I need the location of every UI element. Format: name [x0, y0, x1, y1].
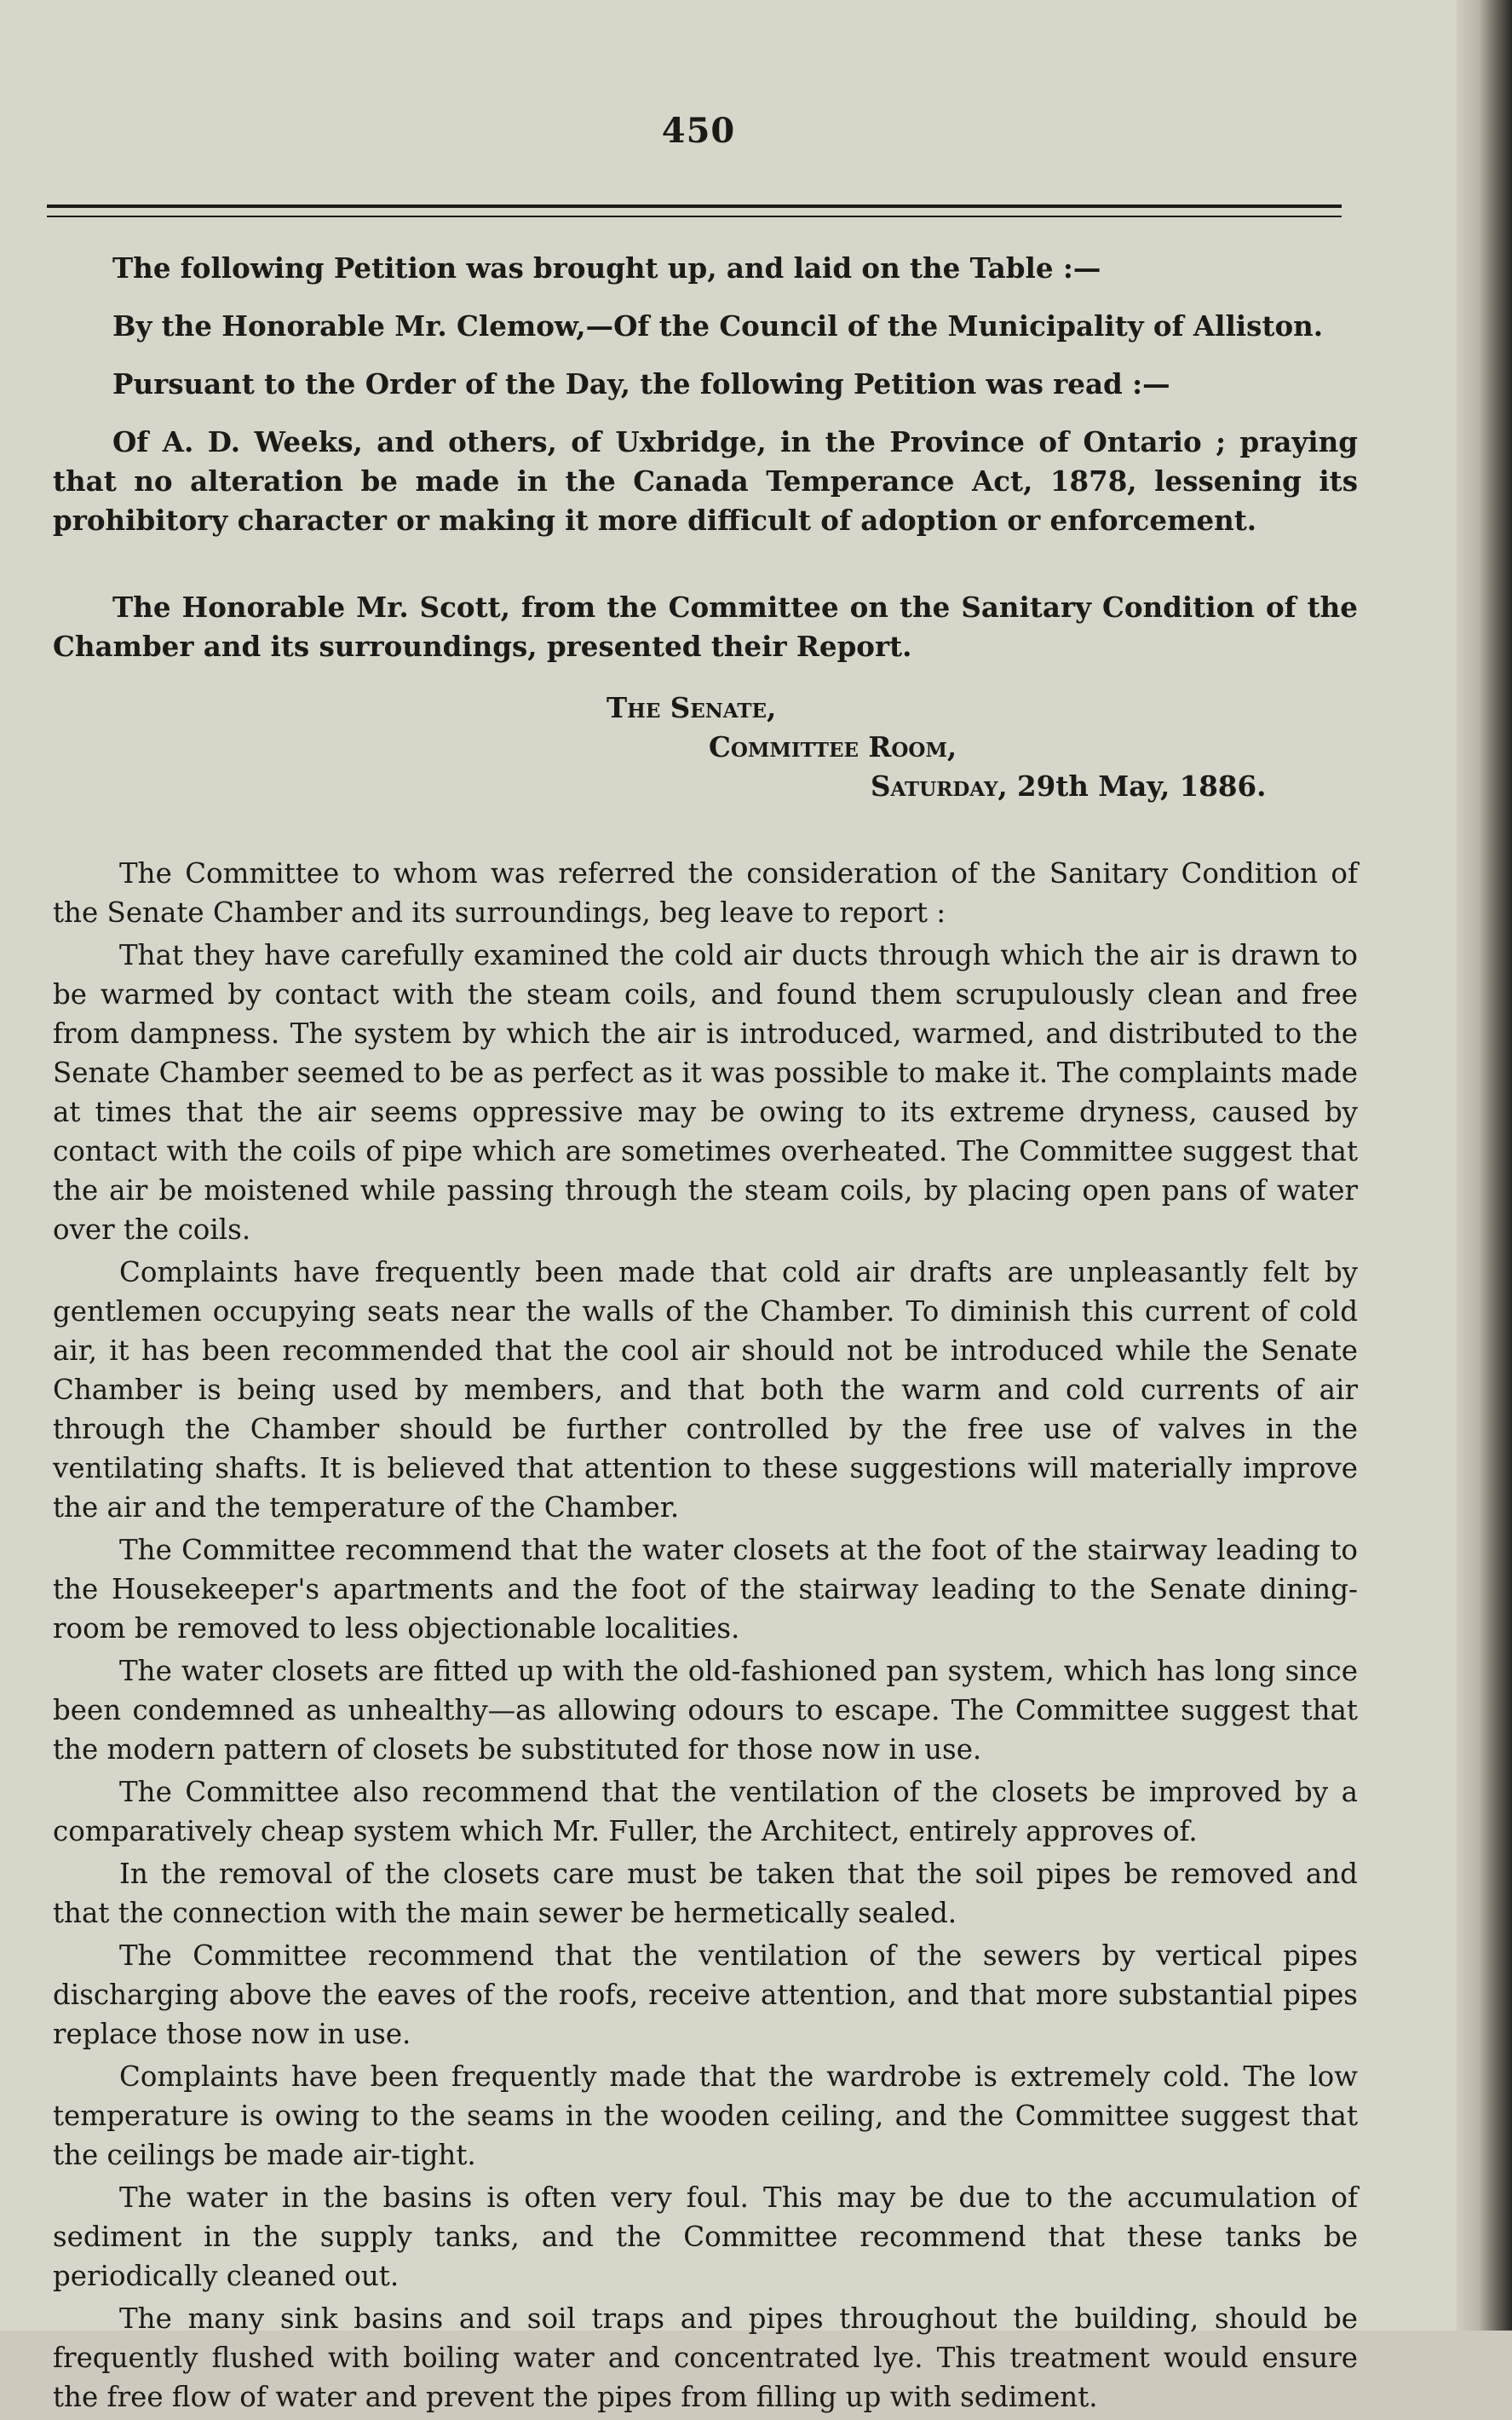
report-paragraph: The Committee also recommend that the ventilation of the closets be improved by a comparatively cheap system which Mr. Fuller, the Architect, entirely approves of. [53, 1776, 1358, 1847]
report-presented: The Honorable Mr. Scott, from the Committee on the Sanitary Condition of the Chamber and its surroundings, presented their Report. [53, 591, 1358, 663]
report-body [53, 854, 1358, 2417]
report-paragraph: The many sink basins and soil traps and pipes throughout the building, should be frequently flushed with boiling water and concentrated lye. This treatment would ensure the free flow of water and prevent the pipes from filling up with sediment. [53, 2302, 1358, 2413]
report-paragraph: In the removal of the closets care must be taken that the soil pipes be removed and that the connection with the main sewer be hermetically sealed. [53, 1858, 1358, 1929]
petition-weeks: Of A. D. Weeks, and others, of Uxbridge, in the Province of Ontario ; praying that no alteration be made in the Canada Temperance Act, 1878, lessening its prohibitory character or making it more difficult of adoption or enforcement. [53, 425, 1358, 537]
petition-intro: The following Petition was brought up, and laid on the Table :— [112, 251, 1101, 285]
heading-date [871, 767, 1266, 806]
heading-date-text: , 29th May, 1886. [997, 769, 1267, 803]
heading-day: Saturday [871, 769, 998, 803]
page-number: 450 [661, 111, 736, 151]
heading-committee-room: Committee Room, [709, 730, 957, 763]
report-paragraph: The Committee recommend that the water closets at the foot of the stairway leading to the Housekeeper's apartments and the foot of the stairway leading to the Senate dining-room be removed to less objectionable localities. [53, 1534, 1358, 1645]
report-paragraph: The Committee recommend that the ventilation of the sewers by vertical pipes discharging above the eaves of the roofs, receive attention, and that more substantial pipes replace those now in use. [53, 1939, 1358, 2050]
order-of-day: Pursuant to the Order of the Day, the following Petition was read :— [112, 367, 1170, 400]
report-heading-date [53, 767, 1358, 806]
page-binding-shadow [1457, 0, 1512, 2331]
report-paragraph: That they have carefully examined the cold air ducts through which the air is drawn to be warmed by contact with the steam coils, and found them scrupulously clean and free from dampness. The system by which the air is introduced, warmed, and distributed to the Senate Chamber seemed to be as perfect as it was possible to make it. The complaints made at times that the air seems oppressive may be owing to its extreme dryness, caused by contact with the coils of pipe which are sometimes overheated. The Committee suggest that the air be moistened while passing through the steam coils, by placing open pans of water over the coils. [53, 939, 1358, 1246]
report-paragraph: The water closets are fitted up with the old-fashioned pan system, which has long since been condemned as unhealthy—as allowing odours to escape. The Committee suggest that the modern pattern of closets be substituted for those now in use. [53, 1655, 1358, 1766]
page-content [53, 249, 1358, 2420]
heading-senate: The Senate, [607, 691, 777, 724]
report-paragraph: Complaints have frequently been made that cold air drafts are unpleasantly felt by gentlemen occupying seats near the walls of the Chamber. To diminish this current of cold air, it has been recommended that the cool air should not be introduced while the Senate Chamber is being used by members, and that both the warm and cold currents of air through the Chamber should be further controlled by the free use of valves in the ventilating shafts. It is believed that attention to these suggestions will materially improve the air and the temperature of the Chamber. [53, 1256, 1358, 1524]
report-heading-senate [53, 689, 1358, 728]
report-paragraph: The water in the basins is often very foul. This may be due to the accumulation of sediment in the supply tanks, and the Committee recommend that these tanks be periodically cleaned out. [53, 2181, 1358, 2292]
report-paragraph: Complaints have been frequently made that the wardrobe is extremely cold. The low temperature is owing to the seams in the wooden ceiling, and the Committee suggest that the ceilings be made air-tight. [53, 2060, 1358, 2171]
report-paragraph: The Committee to whom was referred the consideration of the Sanitary Condition of the Senate Chamber and its surroundings, beg leave to report : [53, 857, 1358, 929]
header-rule-thick [47, 205, 1342, 208]
petition-clemow: By the Honorable Mr. Clemow,—Of the Council of the Municipality of Alliston. [112, 309, 1324, 343]
report-heading-committee-room [53, 728, 1358, 767]
header-rule-thin [47, 216, 1342, 217]
